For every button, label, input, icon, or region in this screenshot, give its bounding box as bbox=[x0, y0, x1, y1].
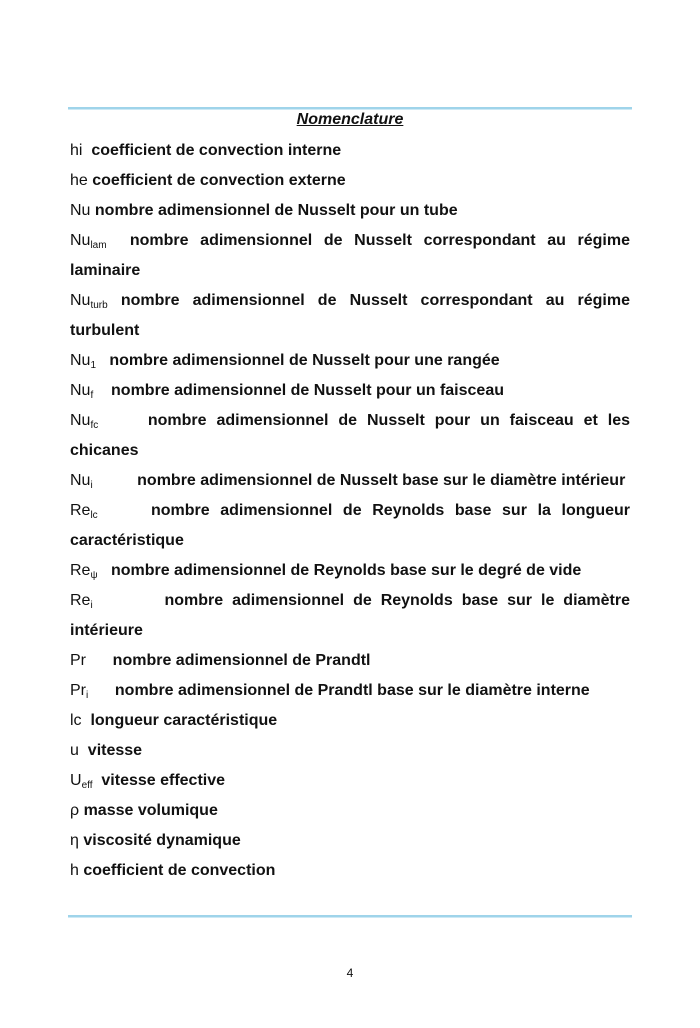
entry-subscript: lam bbox=[90, 240, 107, 251]
entry-symbol: u bbox=[70, 742, 79, 759]
section-title: Nomenclature bbox=[296, 111, 404, 128]
entry-subscript: i bbox=[86, 690, 89, 701]
entry-definition: nombre adimensionnel de Nusselt pour un faisceau bbox=[111, 382, 504, 399]
entry-symbol: Nu bbox=[70, 472, 91, 489]
nomenclature-entry bbox=[70, 646, 630, 676]
entry-symbol: ρ bbox=[70, 802, 80, 819]
nomenclature-entry bbox=[70, 736, 630, 766]
entry-definition: longueur caractéristique bbox=[90, 712, 278, 729]
nomenclature-entry bbox=[70, 196, 630, 226]
nomenclature-entry bbox=[70, 466, 630, 496]
entry-subscript: eff bbox=[81, 780, 93, 791]
nomenclature-entry bbox=[70, 826, 630, 856]
entry-definition: nombre adimensionnel de Prandtl bbox=[112, 652, 371, 669]
entry-symbol: Pr bbox=[70, 682, 86, 699]
entry-definition: nombre adimensionnel de Reynolds base sur le degré de vide bbox=[110, 562, 582, 579]
entry-subscript: i bbox=[90, 600, 93, 611]
entry-subscript: ψ bbox=[90, 570, 98, 581]
nomenclature-entry bbox=[70, 556, 630, 586]
entry-symbol: Nu bbox=[70, 412, 91, 429]
entry-definition: nombre adimensionnel de Reynolds base sur le diamètre intérieure bbox=[70, 592, 631, 639]
entry-symbol: Nu bbox=[70, 232, 91, 249]
entry-definition: coefficient de convection externe bbox=[92, 172, 346, 189]
entry-subscript: turb bbox=[90, 300, 108, 311]
nomenclature-entry bbox=[70, 286, 630, 346]
entry-definition: nombre adimensionnel de Reynolds base sur la longueur caractéristique bbox=[70, 502, 630, 549]
entry-definition: nombre adimensionnel de Nusselt pour un faisceau et les chicanes bbox=[70, 412, 631, 459]
entry-subscript: lc bbox=[90, 510, 98, 521]
nomenclature-entry bbox=[70, 676, 630, 706]
entry-symbol: Re bbox=[70, 592, 91, 609]
nomenclature-entry bbox=[70, 406, 630, 466]
nomenclature-entry bbox=[70, 346, 630, 376]
nomenclature-entry bbox=[70, 586, 630, 646]
entry-symbol: Nu bbox=[70, 202, 91, 219]
nomenclature-entry bbox=[70, 796, 630, 826]
entry-definition: vitesse bbox=[87, 742, 143, 759]
entry-subscript: f bbox=[90, 390, 94, 401]
entry-symbol: Re bbox=[70, 562, 91, 579]
entry-definition: nombre adimensionnel de Nusselt pour un tube bbox=[94, 202, 458, 219]
entry-symbol: Nu bbox=[70, 382, 91, 399]
entry-symbol: h bbox=[70, 862, 79, 879]
nomenclature-entry bbox=[70, 136, 630, 166]
entry-definition: viscosité dynamique bbox=[83, 832, 241, 849]
entry-symbol: η bbox=[70, 832, 79, 849]
nomenclature-entry bbox=[70, 496, 630, 556]
bottom-divider bbox=[68, 915, 632, 918]
entry-symbol: Re bbox=[70, 502, 91, 519]
entry-definition: masse volumique bbox=[83, 802, 218, 819]
top-divider bbox=[68, 107, 632, 110]
entry-symbol: Pr bbox=[70, 652, 86, 669]
entry-definition: nombre adimensionnel de Prandtl base sur le diamètre interne bbox=[114, 682, 590, 699]
entry-subscript: 1 bbox=[90, 360, 97, 371]
nomenclature-entry bbox=[70, 856, 630, 886]
nomenclature-entry bbox=[70, 376, 630, 406]
nomenclature-entry bbox=[70, 166, 630, 196]
entry-definition: nombre adimensionnel de Nusselt pour une rangée bbox=[109, 352, 500, 369]
nomenclature-entry bbox=[70, 706, 630, 736]
nomenclature-entry bbox=[70, 226, 630, 286]
entry-definition: nombre adimensionnel de Nusselt correspondant au régime turbulent bbox=[70, 292, 630, 339]
entry-subscript: i bbox=[90, 480, 93, 491]
entry-symbol: Nu bbox=[70, 292, 91, 309]
entry-subscript: fc bbox=[90, 420, 99, 431]
entry-symbol: he bbox=[70, 172, 88, 189]
entry-definition: nombre adimensionnel de Nusselt correspondant au régime laminaire bbox=[70, 232, 630, 279]
entry-definition: coefficient de convection bbox=[83, 862, 276, 879]
page-number: 4 bbox=[346, 966, 354, 980]
entry-definition: nombre adimensionnel de Nusselt base sur le diamètre intérieur bbox=[137, 472, 626, 489]
nomenclature-entry bbox=[70, 766, 630, 796]
entry-definition: vitesse effective bbox=[101, 772, 226, 789]
nomenclature-list bbox=[70, 136, 630, 886]
entry-symbol: U bbox=[70, 772, 82, 789]
entry-symbol: lc bbox=[70, 712, 82, 729]
entry-definition: coefficient de convection interne bbox=[91, 142, 342, 159]
entry-symbol: Nu bbox=[70, 352, 91, 369]
entry-symbol: hi bbox=[70, 142, 83, 159]
